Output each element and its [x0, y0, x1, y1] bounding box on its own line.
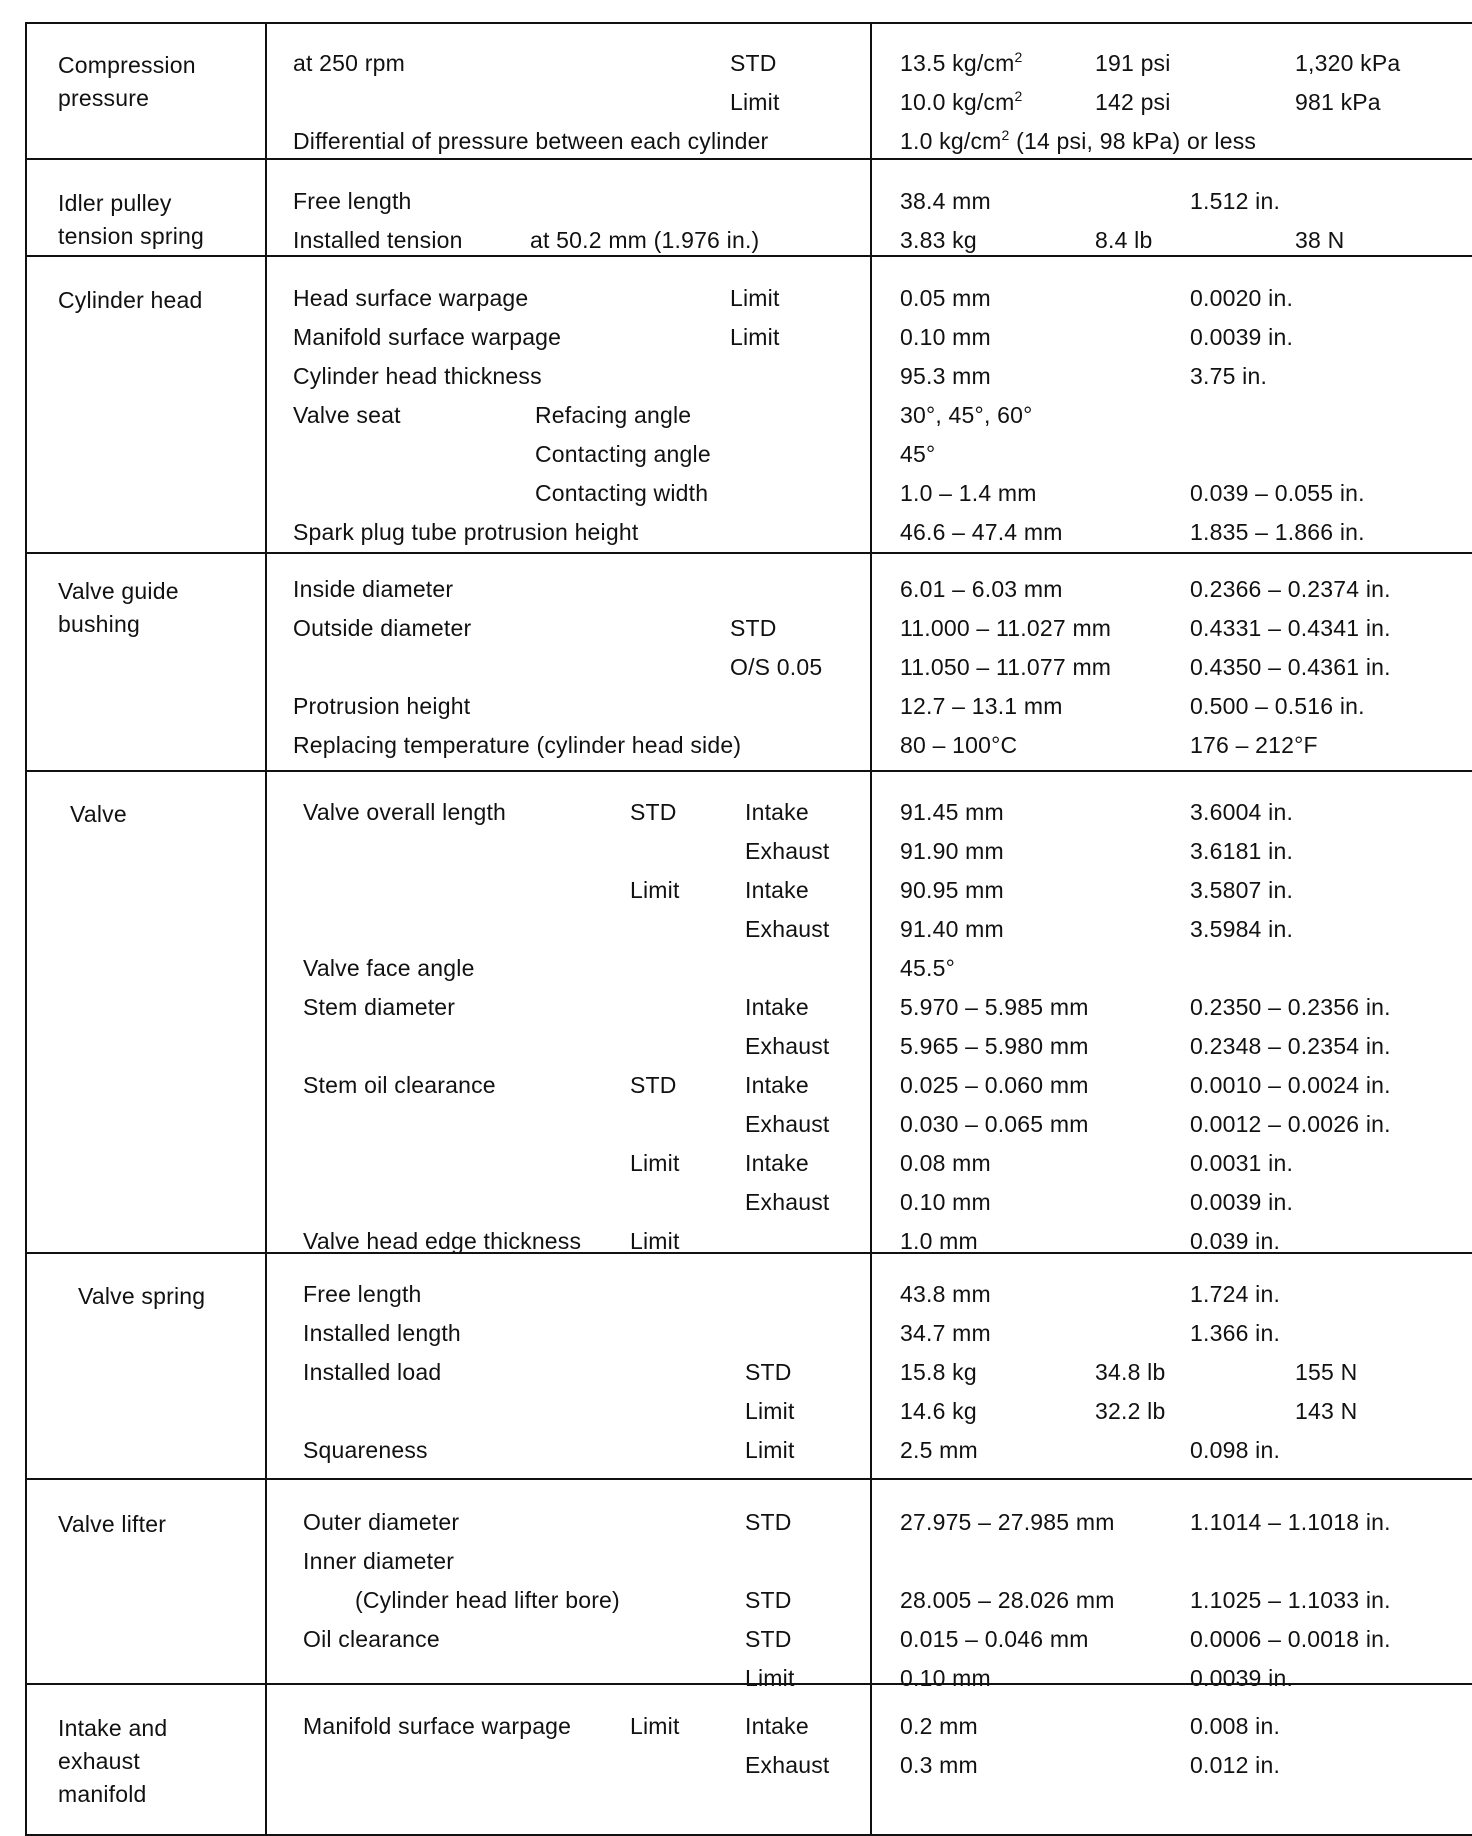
spec-condition: Intake [745, 799, 809, 825]
section-name: Valve [70, 801, 127, 827]
spec-label: Valve head edge thickness [303, 1228, 582, 1254]
spec-metric: 5.965 – 5.980 mm [900, 1033, 1089, 1059]
spec-metric: 0.10 mm [900, 1665, 991, 1691]
section-divider [25, 255, 1472, 257]
spec-label: Outside diameter [293, 615, 472, 641]
spec-metric: 0.10 mm [900, 1189, 991, 1215]
spec-condition: Limit [730, 89, 780, 115]
spec-condition: STD [745, 1626, 792, 1652]
section-name: Compression [58, 52, 196, 78]
section-name: pressure [58, 85, 150, 111]
spec-metric: 5.970 – 5.985 mm [900, 994, 1089, 1020]
spec-label: Cylinder head thickness [293, 363, 542, 389]
spec-imperial: 3.6004 in. [1190, 799, 1294, 825]
spec-metric: 12.7 – 13.1 mm [900, 693, 1063, 719]
spec-imperial: 0.2366 – 0.2374 in. [1190, 576, 1391, 602]
spec-imperial: 0.4331 – 0.4341 in. [1190, 615, 1391, 641]
spec-metric: 1.0 – 1.4 mm [900, 480, 1037, 506]
spec-si: 981 kPa [1295, 89, 1381, 115]
spec-imperial: 0.0010 – 0.0024 in. [1190, 1072, 1391, 1098]
spec-metric: 15.8 kg [900, 1359, 977, 1385]
spec-label: Squareness [303, 1437, 428, 1463]
spec-metric: 1.0 $kg/cm^2$ (14 psi, 98 kPa) or less [900, 127, 1257, 154]
spec-condition: STD [730, 50, 777, 76]
section-name: Intake and [58, 1715, 168, 1741]
spec-imperial: 1.366 in. [1190, 1320, 1281, 1346]
spec-metric: 3.83 kg [900, 227, 977, 253]
spec-metric: 91.90 mm [900, 838, 1004, 864]
column-divider-name [265, 22, 267, 1834]
spec-metric: 80 – 100°C [900, 732, 1018, 758]
spec-condition: Exhaust [745, 1752, 830, 1778]
spec-imperial: 3.5984 in. [1190, 916, 1294, 942]
spec-imperial: 0.2348 – 0.2354 in. [1190, 1033, 1391, 1059]
spec-condition: Limit [745, 1437, 795, 1463]
spec-imperial: 176 – 212°F [1190, 732, 1318, 758]
spec-imperial: 0.039 in. [1190, 1228, 1281, 1254]
spec-label: Free length [303, 1281, 422, 1307]
spec-label: Inside diameter [293, 576, 454, 602]
spec-imperial: 3.6181 in. [1190, 838, 1294, 864]
spec-imperial: 1.835 – 1.866 in. [1190, 519, 1365, 545]
spec-condition: STD [745, 1359, 792, 1385]
section-name: bushing [58, 611, 140, 637]
spec-condition: Intake [745, 877, 809, 903]
spec-label: Stem oil clearance [303, 1072, 496, 1098]
spec-metric: 0.05 mm [900, 285, 991, 311]
spec-imperial: 3.5807 in. [1190, 877, 1294, 903]
spec-metric: 95.3 mm [900, 363, 991, 389]
spec-imperial: 191 psi [1095, 50, 1171, 76]
column-divider-values [870, 22, 872, 1834]
spec-label: Valve seat [293, 402, 401, 428]
spec-si: 155 N [1295, 1359, 1358, 1385]
spec-metric: 90.95 mm [900, 877, 1004, 903]
spec-qualifier: STD [630, 799, 677, 825]
spec-label: at 250 rpm [293, 50, 405, 76]
spec-qualifier: Limit [630, 1150, 680, 1176]
spec-metric: 27.975 – 27.985 mm [900, 1509, 1115, 1535]
spec-qualifier: Limit [630, 1228, 680, 1254]
spec-label: Free length [293, 188, 412, 214]
spec-imperial: 1.1025 – 1.1033 in. [1190, 1587, 1391, 1613]
spec-condition: Limit [730, 285, 780, 311]
section-divider [25, 1252, 1472, 1254]
section-divider [25, 158, 1472, 160]
section-divider [25, 1683, 1472, 1685]
spec-metric: 30°, 45°, 60° [900, 402, 1033, 428]
spec-imperial: 142 psi [1095, 89, 1171, 115]
spec-imperial: 0.4350 – 0.4361 in. [1190, 654, 1391, 680]
section-name: manifold [58, 1781, 147, 1807]
spec-label: Outer diameter [303, 1509, 460, 1535]
section-name: Valve spring [78, 1283, 206, 1309]
spec-imperial: 0.039 – 0.055 in. [1190, 480, 1365, 506]
section-name: Idler pulley [58, 190, 172, 216]
spec-condition: Limit [730, 324, 780, 350]
spec-metric: 0.08 mm [900, 1150, 991, 1176]
spec-si: 143 N [1295, 1398, 1358, 1424]
spec-metric: 38.4 mm [900, 188, 991, 214]
spec-imperial: 0.0006 – 0.0018 in. [1190, 1626, 1391, 1652]
spec-label: Spark plug tube protrusion height [293, 519, 639, 545]
spec-metric: 0.015 – 0.046 mm [900, 1626, 1089, 1652]
spec-metric: 45° [900, 441, 936, 467]
spec-condition: Exhaust [745, 1189, 830, 1215]
spec-qualifier: Limit [630, 1713, 680, 1739]
spec-metric: 11.050 – 11.077 mm [900, 654, 1112, 680]
spec-sublabel: at 50.2 mm (1.976 in.) [530, 227, 760, 253]
spec-metric: 11.000 – 11.027 mm [900, 615, 1112, 641]
spec-metric: 0.10 mm [900, 324, 991, 350]
spec-label: Installed tension [293, 227, 463, 253]
spec-metric: 28.005 – 28.026 mm [900, 1587, 1115, 1613]
section-name: tension spring [58, 223, 204, 249]
spec-label: Manifold surface warpage [303, 1713, 572, 1739]
section-name: Valve lifter [58, 1511, 167, 1537]
spec-condition: Exhaust [745, 1033, 830, 1059]
spec-label: Replacing temperature (cylinder head side) [293, 732, 742, 758]
spec-imperial: 0.2350 – 0.2356 in. [1190, 994, 1391, 1020]
spec-metric: 14.6 kg [900, 1398, 977, 1424]
spec-label: Stem diameter [303, 994, 456, 1020]
spec-metric: 45.5° [900, 955, 955, 981]
spec-imperial: 0.0012 – 0.0026 in. [1190, 1111, 1391, 1137]
spec-imperial: 34.8 lb [1095, 1359, 1166, 1385]
spec-label: Valve overall length [303, 799, 507, 825]
spec-label: Installed length [303, 1320, 461, 1346]
spec-condition: STD [745, 1509, 792, 1535]
section-name: exhaust [58, 1748, 140, 1774]
spec-condition: Exhaust [745, 1111, 830, 1137]
spec-condition: Exhaust [745, 838, 830, 864]
section-divider [25, 552, 1472, 554]
spec-imperial: 0.0039 in. [1190, 324, 1294, 350]
spec-metric: 46.6 – 47.4 mm [900, 519, 1063, 545]
spec-imperial: 0.500 – 0.516 in. [1190, 693, 1365, 719]
spec-metric: 13.5 $kg/cm^2$ [900, 49, 1023, 76]
spec-condition: STD [730, 615, 777, 641]
spec-sublabel: Contacting width [535, 480, 709, 506]
spec-si: 1,320 kPa [1295, 50, 1401, 76]
spec-imperial: 8.4 lb [1095, 227, 1153, 253]
spec-metric: 34.7 mm [900, 1320, 991, 1346]
spec-metric: 10.0 $kg/cm^2$ [900, 88, 1023, 115]
spec-imperial: 1.1014 – 1.1018 in. [1190, 1509, 1391, 1535]
spec-condition: Intake [745, 994, 809, 1020]
spec-metric: 1.0 mm [900, 1228, 978, 1254]
spec-metric: 2.5 mm [900, 1437, 978, 1463]
spec-metric: 0.3 mm [900, 1752, 978, 1778]
spec-condition: Limit [745, 1665, 795, 1691]
spec-metric: 0.2 mm [900, 1713, 978, 1739]
section-name: Valve guide [58, 578, 179, 604]
spec-label: Head surface warpage [293, 285, 529, 311]
spec-imperial: 0.098 in. [1190, 1437, 1281, 1463]
spec-label: Installed load [303, 1359, 442, 1385]
spec-metric: 0.030 – 0.065 mm [900, 1111, 1089, 1137]
spec-label: Inner diameter [303, 1548, 455, 1574]
spec-condition: STD [745, 1587, 792, 1613]
spec-condition: Intake [745, 1072, 809, 1098]
spec-qualifier: Limit [630, 877, 680, 903]
spec-qualifier: STD [630, 1072, 677, 1098]
spec-imperial: 1.512 in. [1190, 188, 1281, 214]
spec-label: Protrusion height [293, 693, 471, 719]
spec-metric: 91.45 mm [900, 799, 1004, 825]
spec-condition: Limit [745, 1398, 795, 1424]
spec-condition: O/S 0.05 [730, 654, 823, 680]
spec-imperial: 0.0039 in. [1190, 1189, 1294, 1215]
spec-condition: Exhaust [745, 916, 830, 942]
spec-imperial: 0.0020 in. [1190, 285, 1294, 311]
spec-label: Differential of pressure between each cylinder [293, 128, 769, 154]
spec-imperial: 0.0039 in. [1190, 1665, 1294, 1691]
spec-imperial: 0.0031 in. [1190, 1150, 1294, 1176]
spec-metric: 91.40 mm [900, 916, 1004, 942]
section-name: Cylinder head [58, 287, 203, 313]
spec-sublabel: (Cylinder head lifter bore) [355, 1587, 620, 1613]
spec-imperial: 3.75 in. [1190, 363, 1268, 389]
spec-sublabel: Refacing angle [535, 402, 692, 428]
spec-label: Oil clearance [303, 1626, 440, 1652]
section-divider [25, 770, 1472, 772]
spec-metric: 0.025 – 0.060 mm [900, 1072, 1089, 1098]
spec-si: 38 N [1295, 227, 1345, 253]
spec-condition: Intake [745, 1150, 809, 1176]
section-divider [25, 1478, 1472, 1480]
spec-condition: Intake [745, 1713, 809, 1739]
spec-metric: 6.01 – 6.03 mm [900, 576, 1063, 602]
spec-metric: 43.8 mm [900, 1281, 991, 1307]
spec-imperial: 0.012 in. [1190, 1752, 1281, 1778]
spec-label: Valve face angle [303, 955, 475, 981]
spec-label: Manifold surface warpage [293, 324, 562, 350]
spec-imperial: 0.008 in. [1190, 1713, 1281, 1739]
spec-imperial: 32.2 lb [1095, 1398, 1166, 1424]
spec-sublabel: Contacting angle [535, 441, 711, 467]
spec-imperial: 1.724 in. [1190, 1281, 1281, 1307]
